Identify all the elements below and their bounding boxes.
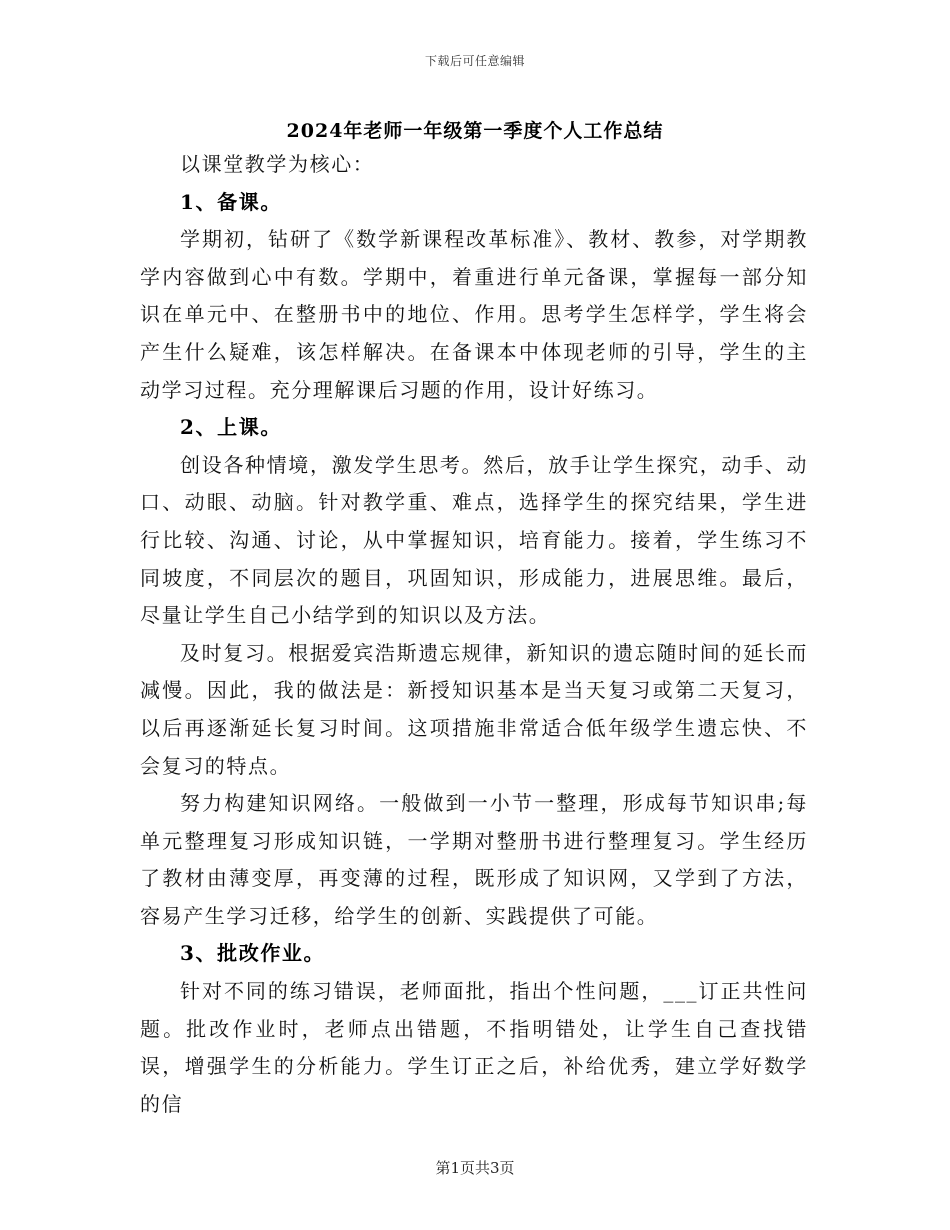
body-paragraph: 学期初，钻研了《数学新课程改革标准》、教材、教参，对学期教学内容做到心中有数。学期中，着重进行单元备课，掌握每一部分知识在单元中、在整册书中的地位、作用。思考学生怎样学，学生将会产生什么疑难，该怎样解决。在备课本中体现老师的引导，学生的主动学习过程。充分理解课后习题的作用，设计好练习。 — [140, 227, 808, 402]
body-paragraph: 创设各种情境，激发学生思考。然后，放手让学生探究，动手、动口、动眼、动脑。针对教学重、难点，选择学生的探究结果，学生进行比较、沟通、讨论，从中掌握知识，培育能力。接着，学生练习不同坡度，不同层次的题目，巩固知识，形成能力，进展思维。最后，尽量让学生自己小结学到的知识以及方法。 — [140, 452, 808, 628]
header-note: 下载后可任意编辑 — [424, 54, 525, 68]
section-heading-preparation: 1、备课。 — [180, 189, 282, 214]
section-heading-class: 2、上课。 — [180, 415, 282, 440]
body-paragraph: 及时复习。根据爱宾浩斯遗忘规律，新知识的遗忘随时间的延长而减慢。因此，我的做法是：新授知识基本是当天复习或第二天复习，以后再逐渐延长复习时间。这项措施非常适合低年级学生遗忘快、不会复习的特点。 — [140, 640, 808, 778]
body-paragraph: 针对不同的练习错误，老师面批，指出个性问题，___订正共性问题。批改作业时，老师点出错题，不指明错处，让学生自己查找错误，增强学生的分析能力。学生订正之后，补给优秀，建立学好数学的信 — [140, 979, 808, 1116]
body-paragraph: 努力构建知识网络。一般做到一小节一整理，形成每节知识串;每单元整理复习形成知识链，一学期对整册书进行整理复习。学生经历了教材由薄变厚，再变薄的过程，既形成了知识网，又学到了方法，容易产生学习迁移，给学生的创新、实践提供了可能。 — [140, 791, 808, 928]
body-paragraph-intro: 以课堂教学为核心： — [180, 152, 375, 176]
page-footer: 第1页共3页 — [435, 1159, 515, 1177]
section-heading-homework: 3、批改作业。 — [180, 941, 326, 966]
document-body — [140, 146, 808, 1123]
document-title: 2024年老师一年级第一季度个人工作总结 — [286, 120, 664, 142]
